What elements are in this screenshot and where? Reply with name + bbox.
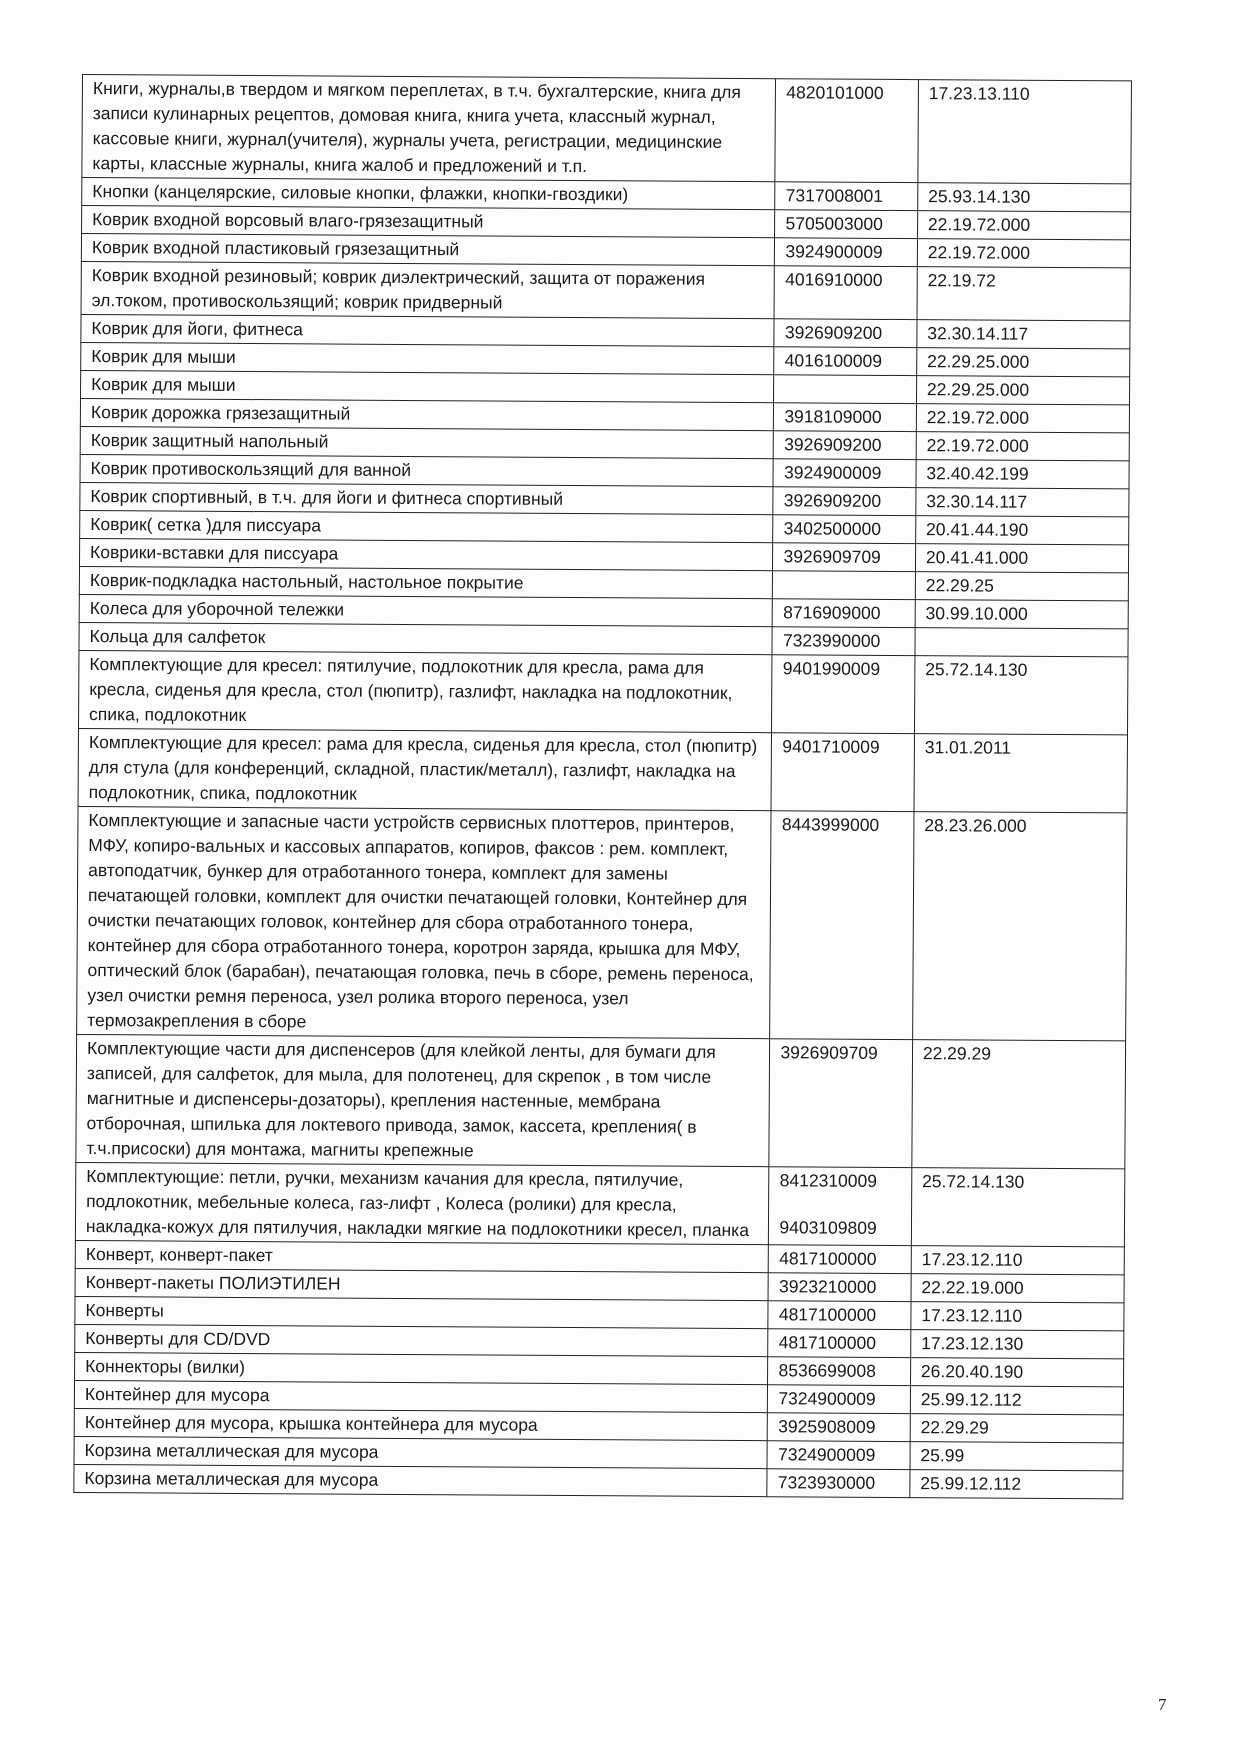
- tnved-code-cell: [768, 1413, 911, 1442]
- tnved-code: 3926909709: [780, 1042, 878, 1063]
- page-number: 7: [1158, 1695, 1167, 1714]
- okpd-code-cell: 22.29.29: [912, 1040, 1126, 1169]
- product-name-cell: Комплектующие и запасные части устройств сервисных плоттеров, принтеров, МФУ, копиро-вальных и кассовых аппаратов, копиров, факсов : рем. комплект, автоподатчик, бункер для отработанного тонера, комплект для замены печатающей головки, комплект для очистки печатающей головки, Контейнер для очистки печатающих головок, контейнер для сбора отработанного тонера, контейнер для сбора отработанного тонера, коротрон заряда, крышка для МФУ, оптический блок (барабан), печатающая головка, печь в сборе, ремень переноса, узел очистки ремня переноса, узел ролика второго переноса, узел термозакрепления в сборе: [77, 806, 772, 1038]
- tnved-code: 3924900009: [783, 462, 882, 483]
- tnved-code-cell: [773, 543, 916, 572]
- okpd-code-cell: 17.23.12.130: [911, 1330, 1124, 1359]
- tnved-code-cell: [773, 487, 916, 516]
- tnved-code: 3926909200: [783, 490, 882, 511]
- product-codes-table: [73, 74, 1132, 1499]
- tnved-code-cell: [770, 811, 914, 1040]
- okpd-code-cell: 31.01.2011: [914, 734, 1128, 813]
- tnved-code: 7317008001: [785, 185, 884, 206]
- table-row: [78, 728, 1127, 812]
- tnved-code: 4016910000: [785, 269, 883, 290]
- tnved-code: 4817100000: [778, 1304, 877, 1325]
- okpd-code-cell: 22.19.72: [917, 267, 1130, 321]
- spacer: [779, 1193, 903, 1216]
- tnved-code: 3926909709: [783, 546, 881, 567]
- okpd-code-cell: 22.19.72.000: [917, 211, 1130, 240]
- tnved-code: 9401990009: [782, 658, 881, 679]
- okpd-code-cell: 25.72.14.130: [911, 1168, 1125, 1247]
- product-name-cell: Коврик спортивный, в т.ч. для йоги и фитнеса спортивный: [80, 482, 774, 514]
- tnved-code-cell: [771, 733, 914, 812]
- product-name-cell: Корзина металлическая для мусора: [74, 1464, 768, 1496]
- tnved-code-cell: [769, 1167, 912, 1246]
- okpd-code-cell: 25.99.12.112: [910, 1470, 1123, 1499]
- tnved-code: [783, 572, 906, 573]
- tnved-code: 7324900009: [777, 1444, 876, 1465]
- tnved-code-cell: [768, 1301, 911, 1330]
- tnved-code-cell: [774, 375, 917, 404]
- okpd-code-cell: 17.23.13.110: [918, 80, 1132, 184]
- tnved-code-cell: [768, 1329, 911, 1358]
- tnved-code-cell: [767, 1469, 910, 1498]
- tnved-code: 4820101000: [786, 82, 884, 103]
- tnved-code-cell: [774, 347, 917, 376]
- product-name-cell: Коврик противоскользящий для ванной: [80, 454, 774, 486]
- okpd-code-cell: 22.29.25.000: [917, 348, 1130, 377]
- okpd-code-cell: 22.19.72.000: [916, 404, 1129, 433]
- tnved-code: 8443999000: [781, 814, 880, 835]
- tnved-code: 3924900009: [785, 241, 883, 262]
- product-name-cell: Коврик защитный напольный: [80, 426, 774, 458]
- product-name-cell: Конверты: [75, 1296, 769, 1328]
- okpd-code-cell: 17.23.12.110: [911, 1246, 1124, 1275]
- tnved-code-cell: [775, 182, 918, 211]
- okpd-code-cell: 22.19.72.000: [917, 239, 1130, 268]
- product-name-cell: Коврик дорожка грязезащитный: [80, 398, 774, 430]
- tnved-code: 4817100000: [779, 1248, 877, 1269]
- product-name-cell: Коврик для мыши: [81, 370, 775, 402]
- okpd-code-cell: [915, 628, 1128, 657]
- tnved-code: 4016100009: [784, 350, 883, 371]
- product-name-cell: Конверт-пакеты ПОЛИЭТИЛЕН: [75, 1268, 769, 1300]
- tnved-code-cell: [768, 1273, 911, 1302]
- okpd-code-cell: 22.29.25: [915, 572, 1128, 601]
- tnved-code-cell: [775, 79, 918, 183]
- okpd-code-cell: 25.93.14.130: [918, 183, 1131, 212]
- tnved-code-cell: [769, 1245, 912, 1274]
- product-name-cell: Конверт, конверт-пакет: [75, 1240, 769, 1272]
- product-name-cell: Коннекторы (вилки): [75, 1352, 769, 1384]
- tnved-code: 7323930000: [777, 1472, 876, 1493]
- product-name-cell: Коврик для йоги, фитнеса: [81, 314, 775, 346]
- product-name-cell: Коврик для мыши: [81, 342, 775, 374]
- product-name-cell: Коврик входной пластиковый грязезащитный: [81, 234, 775, 266]
- tnved-code-cell: [774, 319, 917, 348]
- product-name-cell: Коврик( сетка )для писсуара: [80, 510, 774, 542]
- product-name-cell: Коврики-вставки для писсуара: [79, 538, 773, 570]
- okpd-code-cell: 25.99: [910, 1442, 1123, 1471]
- table-body: [74, 75, 1132, 1499]
- tnved-code: 3918109000: [784, 406, 882, 427]
- okpd-code-cell: 32.40.42.199: [916, 460, 1129, 489]
- okpd-code-cell: 30.99.10.000: [915, 600, 1128, 629]
- product-name-cell: Кольца для салфеток: [79, 622, 773, 654]
- tnved-code-cell: [768, 1385, 911, 1414]
- okpd-code-cell: 17.23.12.110: [911, 1302, 1124, 1331]
- product-name-cell: Комплектующие части для диспенсеров (для клейкой ленты, для бумаги для записей, для салфеток, для мыла, для полотенец, для скрепок , в том числе магнитные и диспенсеры-дозаторы), крепления настенные, мембрана отборочная, шпилька для локтевого привода, замок, кассета, крепления( в т.ч.присоски) для монтажа, магниты крепежные: [76, 1034, 770, 1166]
- tnved-code: 3925908009: [778, 1416, 876, 1437]
- product-name-cell: Коврик входной резиновый; коврик диэлектрический, защита от поражения эл.током, противоскользящий; коврик придверный: [81, 261, 775, 318]
- tnved-code: 3926909200: [784, 434, 882, 455]
- product-name-cell: Комплектующие: петли, ручки, механизм качания для кресла, пятилучие, подлокотник, мебельные колеса, газ-лифт , Колеса (ролики) для кресла, накладка-кожух для пятилучия, накладки мягкие на подлокотники кресел, планка: [75, 1162, 769, 1244]
- product-name-cell: Колеса для уборочной тележки: [79, 594, 773, 626]
- okpd-code-cell: 25.72.14.130: [914, 656, 1128, 735]
- okpd-code-cell: 20.41.41.000: [915, 544, 1128, 573]
- table-row: [81, 261, 1130, 320]
- product-name-cell: Книги, журналы,в твердом и мягком переплетах, в т.ч. бухгалтерские, книга для записи кулинарных рецептов, домовая книга, книга учета, классный журнал, кассовые книги, журнал(учителя), журналы учета, регистрации, медицинские карты, классные журналы, книга жалоб и предложений и т.п.: [82, 75, 776, 182]
- tnved-code: 3923210000: [778, 1276, 877, 1297]
- product-name-cell: Комплектующие для кресел: пятилучие, подлокотник для кресла, рама для кресла, сиденья для кресла, стол (пюпитр), газлифт, накладка на подлокотник, спика, подлокотник: [79, 650, 773, 732]
- table-row: [75, 1162, 1124, 1246]
- product-name-cell: Контейнер для мусора, крышка контейнера для мусора: [74, 1408, 768, 1440]
- table-row: [82, 75, 1132, 184]
- tnved-code: [785, 376, 908, 377]
- okpd-code-cell: 22.29.25.000: [916, 376, 1129, 405]
- okpd-code-cell: 20.41.44.190: [916, 516, 1129, 545]
- tnved-code-cell: [772, 655, 915, 734]
- okpd-code-cell: 32.30.14.117: [916, 488, 1129, 517]
- tnved-code-secondary: 9403109809: [779, 1217, 877, 1238]
- product-name-cell: Коврик входной ворсовый влаго-грязезащитный: [82, 206, 776, 238]
- tnved-code-cell: [768, 1357, 911, 1386]
- tnved-code: 8412310009: [779, 1170, 878, 1191]
- product-name-cell: Коврик-подкладка настольный, настольное покрытие: [79, 566, 773, 598]
- okpd-code-cell: 28.23.26.000: [912, 812, 1127, 1041]
- table-row: [79, 650, 1128, 734]
- tnved-code-cell: [773, 571, 916, 600]
- tnved-code: 7323990000: [782, 630, 881, 651]
- tnved-code-cell: [769, 1039, 912, 1168]
- tnved-code: 7324900009: [778, 1388, 876, 1409]
- tnved-code-cell: [774, 266, 917, 320]
- product-name-cell: Корзина металлическая для мусора: [74, 1436, 768, 1468]
- tnved-code-cell: [767, 1441, 910, 1470]
- tnved-code-cell: [774, 403, 917, 432]
- tnved-code-cell: [772, 627, 915, 656]
- tnved-code-cell: [773, 459, 916, 488]
- product-name-cell: Контейнер для мусора: [74, 1380, 768, 1412]
- tnved-code: 8716909000: [783, 602, 881, 623]
- okpd-code-cell: 32.30.14.117: [917, 320, 1130, 349]
- product-name-cell: Конверты для CD/DVD: [75, 1324, 769, 1356]
- tnved-code: 3926909200: [784, 322, 883, 343]
- table-row: [74, 1464, 1123, 1498]
- okpd-code-cell: 25.99.12.112: [910, 1386, 1123, 1415]
- tnved-code: 3402500000: [783, 518, 882, 539]
- okpd-code-cell: 26.20.40.190: [910, 1358, 1123, 1387]
- tnved-code: 5705003000: [785, 213, 883, 234]
- product-name-cell: Кнопки (канцелярские, силовые кнопки, флажки, кнопки-гвоздики): [82, 178, 776, 210]
- tnved-code: 8536699008: [778, 1360, 876, 1381]
- tnved-code-cell: [773, 515, 916, 544]
- tnved-code-cell: [775, 238, 918, 267]
- tnved-code-cell: [774, 431, 917, 460]
- product-name-cell: Комплектующие для кресел: рама для кресла, сиденья для кресла, стол (пюпитр) для стула (для конференций, складной, пластик/металл), газлифт, накладка на подлокотник, спика, подлокотник: [78, 728, 772, 810]
- tnved-code: 4817100000: [778, 1332, 877, 1353]
- okpd-code-cell: 22.22.19.000: [911, 1274, 1124, 1303]
- tnved-code-cell: [775, 210, 918, 239]
- table-row: [77, 806, 1127, 1040]
- okpd-code-cell: 22.29.29: [910, 1414, 1123, 1443]
- tnved-code: 9401710009: [782, 736, 880, 757]
- table-row: [76, 1034, 1126, 1168]
- okpd-code-cell: 22.19.72.000: [916, 432, 1129, 461]
- tnved-code-cell: [773, 599, 916, 628]
